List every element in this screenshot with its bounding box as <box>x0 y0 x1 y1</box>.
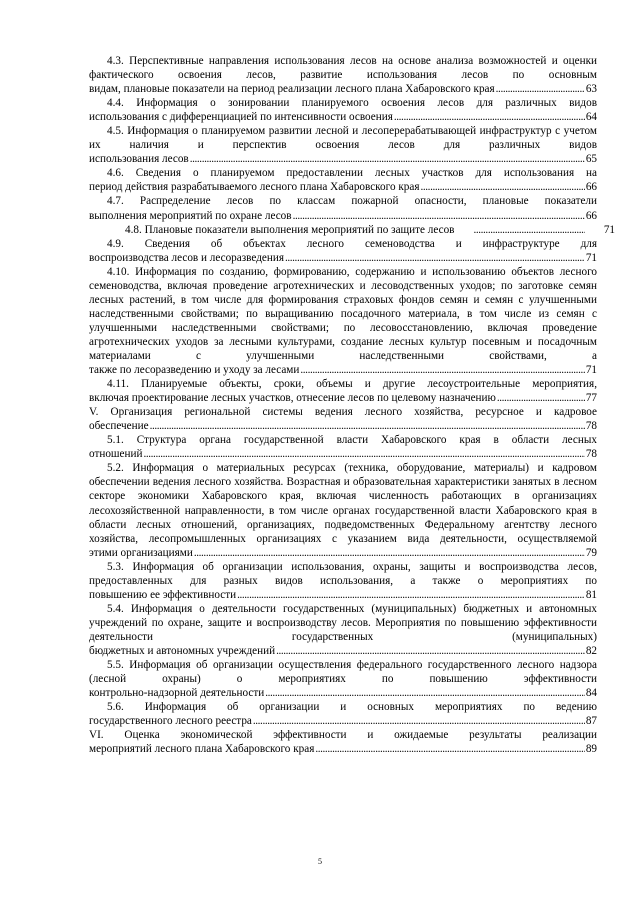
leader-dots <box>194 546 585 560</box>
toc-page-ref[interactable]: 82 <box>585 644 597 657</box>
toc-page-ref[interactable]: 87 <box>585 715 597 728</box>
leader-dots <box>150 419 585 433</box>
toc-entry-last-line <box>89 742 597 756</box>
toc-entry-title-end: выполнения мероприятий по охране лесов <box>89 209 292 222</box>
toc-entry-title-end: бюджетных и автономных учреждений <box>89 644 276 657</box>
toc-entry[interactable] <box>89 223 615 237</box>
leader-dots <box>315 742 584 756</box>
toc-entry-text: 4.6. Сведения о планируемом предоставлении лесных участков для использования на <box>107 167 597 180</box>
leader-dots <box>293 209 585 223</box>
toc-entry-last-line <box>89 644 597 658</box>
toc-entry-text: 4.5. Информация о планируемом развитии лесной и лесоперерабатывающей инфраструктур с учетом их наличия и перспектив освоения лесов для различных видов <box>89 125 597 152</box>
toc-entry-last-line <box>89 419 597 433</box>
toc-entry-last-line <box>89 391 597 405</box>
leader-dots <box>496 82 585 96</box>
toc-entry-text: VI. Оценка экономической эффективности и ожидаемые результаты реализации <box>89 729 597 742</box>
toc-entry-last-line <box>89 82 597 96</box>
leader-dots <box>265 686 585 700</box>
toc-entry-text: 4.3. Перспективные направления использования лесов на основе анализа возможностей и оценки фактического освоения лесов, развитие использования лесов по основным <box>89 55 597 82</box>
toc-entry-title-end: также по лесоразведению и уходу за лесами <box>89 364 300 377</box>
leader-dots <box>237 588 585 602</box>
toc-entry-last-line <box>89 209 597 223</box>
toc-entry[interactable] <box>89 602 597 658</box>
toc-entry-last-line <box>89 110 597 124</box>
toc-page-ref[interactable]: 71 <box>585 364 597 377</box>
toc-entry[interactable] <box>89 700 597 728</box>
toc-page-ref[interactable]: 84 <box>585 687 597 700</box>
toc-entry-title-end: период действия разрабатываемого лесного плана Хабаровского края <box>89 181 420 194</box>
toc-entry[interactable] <box>89 265 597 377</box>
page-number: 5 <box>318 857 322 866</box>
toc-entry-last-line <box>89 180 597 194</box>
toc-entry-title-end: обеспечение <box>89 420 149 433</box>
toc-entry-title-end: мероприятий лесного плана Хабаровского края <box>89 743 315 756</box>
toc-entry-text: 5.5. Информация об организации осуществления федерального государственного лесного надзора (лесной охраны) о мероприятиях по повышению эффективности <box>89 659 597 686</box>
toc-entry-title-end: использования лесов <box>89 153 189 166</box>
toc-entry-text: 5.1. Структура органа государственной власти Хабаровского края в области лесных <box>107 434 597 447</box>
leader-dots <box>497 391 585 405</box>
toc-entry[interactable] <box>89 124 597 166</box>
toc-entry-last-line <box>89 152 597 166</box>
toc-entry-title-end: отношений <box>89 448 143 461</box>
toc-entry-last-line <box>89 546 597 560</box>
toc-page-ref[interactable]: 71 <box>585 251 597 264</box>
leader-dots <box>190 152 585 166</box>
toc-entry-text: 4.4. Информация о зонировании планируемого освоения лесов для различных видов <box>107 97 597 110</box>
toc-entry[interactable] <box>89 96 597 124</box>
toc-page-ref[interactable]: 71 <box>603 223 615 236</box>
toc-entry[interactable] <box>89 658 597 700</box>
toc-page-ref[interactable]: 81 <box>585 588 597 601</box>
toc-page-ref[interactable]: 63 <box>585 83 597 96</box>
toc-entry-last-line <box>89 686 597 700</box>
toc-entry[interactable] <box>89 237 597 265</box>
toc-entry-title-end: контрольно-надзорной деятельности <box>89 687 265 700</box>
toc-entry-title-end: использования с дифференциацией по интенсивности освоения <box>89 111 393 124</box>
toc-entry-title-end: включая проектирование лесных участков, отнесение лесов по целевому назначению <box>89 392 496 405</box>
toc-entry-last-line <box>89 714 597 728</box>
toc-entry-text: 4.10. Информация по созданию, формированию, содержанию и использованию объектов лесного семеноводства, включая проведение агротехнических и лесоводственных уходов; по заготовке семян лесных растений, в том числе для формирования страховых фондов семян и семян с улучшенными наследственными свойствами; по выращиванию посадочного материала, в том числе из семян с улучшенными наследственными свойствами; по лесовосстановлению, включая проведение агротехнических уходов за лесными культурами, создание лесных культур посевным и посадочным материалами с улучшенными наследственными свойствами, а <box>89 265 597 362</box>
toc-entry-title-end: видам, плановые показатели на период реализации лесного плана Хабаровского края <box>89 83 495 96</box>
toc-page-ref[interactable]: 89 <box>585 743 597 756</box>
toc-entry-last-line <box>89 251 597 265</box>
toc-entry[interactable] <box>89 433 597 461</box>
toc-page-ref[interactable]: 77 <box>585 392 597 405</box>
toc-entry-text: 4.9. Сведения об объектах лесного семеноводства и инфраструктуре для <box>107 237 597 250</box>
leader-dots <box>300 363 584 377</box>
leader-dots <box>394 110 585 124</box>
table-of-contents <box>89 54 615 756</box>
toc-page-ref[interactable]: 79 <box>585 546 597 559</box>
toc-entry-title-end: повышению ее эффективности <box>89 588 237 601</box>
toc-page-ref[interactable]: 66 <box>585 209 597 222</box>
toc-page-ref[interactable]: 78 <box>585 420 597 433</box>
toc-entry[interactable] <box>89 54 597 96</box>
toc-entry-last-line <box>89 588 597 602</box>
toc-entry-text: 5.2. Информация о материальных ресурсах (техника, оборудование, материалы) и кадровом обеспечении ведения лесного хозяйства. Возрастная и образовательная характеристики занятых в лесном секторе экономики Хабаровского края, включая численность работающих в организациях лесохозяйственной направленности, в том числе органах государственной власти Хабаровского края в области лесных отношений, организациях, подведомственных Федеральному агентству лесного хозяйства, лесопромышленных организациях с указанием вида деятельности, осуществляемой <box>89 462 597 545</box>
leader-dots <box>455 223 584 237</box>
toc-entry-title-end: этими организациями <box>89 546 193 559</box>
toc-entry-text: 5.4. Информация о деятельности государственных (муниципальных) бюджетных и автономных учреждений по охране, защите и воспроизводству лесов. Мероприятия по повышению эффективности деятельности государственных (муниципальных) <box>89 602 597 643</box>
toc-entry-title-end: 4.8. Плановые показатели выполнения мероприятий по защите лесов <box>125 223 455 236</box>
leader-dots <box>285 251 585 265</box>
toc-entry-text: 4.7. Распределение лесов по классам пожарной опасности, плановые показатели <box>107 195 597 208</box>
toc-entry-title-end: воспроизводства лесов и лесоразведения <box>89 251 284 264</box>
toc-entry-last-line <box>89 447 597 461</box>
toc-entry[interactable] <box>89 194 597 222</box>
toc-entry[interactable] <box>89 405 597 433</box>
toc-page-ref[interactable]: 65 <box>585 153 597 166</box>
toc-entry-text: V. Организация региональной системы ведения лесного хозяйства, ресурсное и кадровое <box>89 406 597 419</box>
toc-entry-title-end: государственного лесного реестра <box>89 715 252 728</box>
toc-entry-last-line <box>89 223 615 237</box>
leader-dots <box>253 714 585 728</box>
toc-entry[interactable] <box>89 560 597 602</box>
leader-dots <box>276 644 585 658</box>
toc-entry-text: 5.6. Информация об организации и основных мероприятиях по ведению <box>107 701 597 714</box>
toc-page-ref[interactable]: 78 <box>585 448 597 461</box>
toc-entry[interactable] <box>89 728 597 756</box>
leader-dots <box>421 180 585 194</box>
toc-entry[interactable] <box>89 461 597 559</box>
toc-entry[interactable] <box>89 377 597 405</box>
toc-entry-text: 4.11. Планируемые объекты, сроки, объемы и другие лесоустроительные мероприятия, <box>107 378 597 391</box>
toc-page-ref[interactable]: 66 <box>585 181 597 194</box>
toc-entry-last-line <box>89 363 597 377</box>
leader-dots <box>143 447 584 461</box>
toc-entry[interactable] <box>89 166 597 194</box>
toc-page-ref[interactable]: 64 <box>585 111 597 124</box>
toc-entry-text: 5.3. Информация об организации использования, охраны, защиты и воспроизводства лесов, предоставленных для разных видов использования, а также о мероприятиях по <box>89 560 597 587</box>
